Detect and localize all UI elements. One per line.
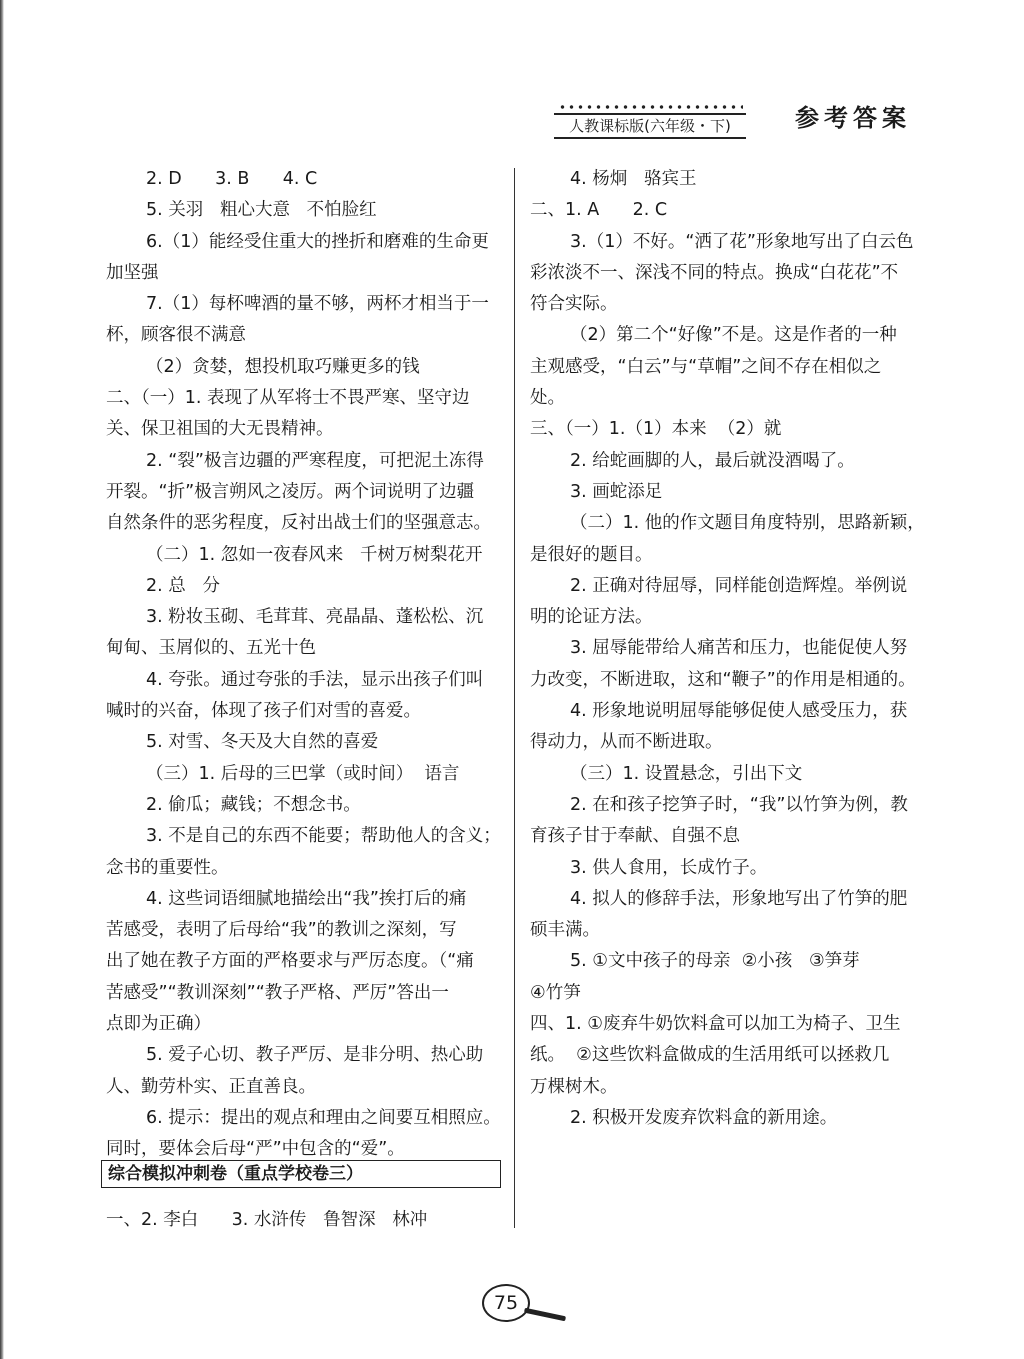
answer-line: 二、（一）1. 表现了从军将士不畏严寒、坚守边 <box>106 388 470 409</box>
answer-line: 4. 夸张。通过夸张的手法，显示出孩子们叫 <box>146 669 484 690</box>
header-dot-rule <box>558 103 743 111</box>
answer-line: （2）贪婪，想投机取巧赚更多的钱 <box>146 356 420 377</box>
answer-line: 同时，要体会后母“严”中包含的“爱”。 <box>106 1139 405 1160</box>
answer-line: 4. 拟人的修辞手法，形象地写出了竹笋的肥 <box>570 888 908 909</box>
answer-line: 万棵树木。 <box>530 1076 618 1097</box>
answer-line: 2. 偷瓜；藏钱；不想念书。 <box>146 794 361 815</box>
left-column <box>106 164 506 1166</box>
answer-line: 四、1. ①废弃牛奶饮料盒可以加工为椅子、卫生 <box>530 1014 901 1035</box>
answer-line: 4. 杨炯 骆宾王 <box>570 169 697 189</box>
answer-line: 2. 积极开发废弃饮料盒的新用途。 <box>570 1107 838 1128</box>
answer-line: 点即为正确） <box>106 1014 211 1035</box>
answer-line: 3. 不是自己的东西不能要；帮助他人的含义； <box>146 826 501 847</box>
answer-line: 得动力，从而不断进取。 <box>530 732 723 753</box>
answer-line: 硕丰满。 <box>530 920 600 941</box>
answer-line: 4. 这些词语细腻地描绘出“我”挨打后的痛 <box>146 888 467 909</box>
answer-line: 苦感受，表明了后母给“我”的教训之深刻，写 <box>106 920 457 941</box>
answer-line: 苦感受”“教训深刻”“教子严格、严厉”答出一 <box>106 982 449 1003</box>
answer-line: 自然条件的恶劣程度，反衬出战士们的坚强意志。 <box>106 513 491 534</box>
section-heading-box: 综合模拟冲刺卷（重点学校卷三） <box>101 1160 501 1188</box>
answer-line: 2. 总 分 <box>146 575 220 596</box>
answer-line: （二）1. 忽如一夜春风来 千树万树梨花开 <box>146 544 483 565</box>
answer-line: 开裂。“折”极言朔风之凌厉。两个词说明了边疆 <box>106 481 475 502</box>
answer-line: 力改变，不断进取，这和“鞭子”的作用是相通的。 <box>530 669 916 690</box>
answer-line: 4. 形象地说明屈辱能够促使人感受压力，获 <box>570 701 908 722</box>
page-header-title: 参考答案 <box>795 104 911 132</box>
answer-line: 主观感受，“白云”与“草帽”之间不存在相似之 <box>530 356 882 377</box>
answer-line: 6.（1）能经受住重大的挫折和磨难的生命更 <box>146 231 489 252</box>
answer-line: 念书的重要性。 <box>106 857 229 878</box>
answer-line: 杯，顾客很不满意 <box>106 325 246 346</box>
answer-line: ④竹笋 <box>530 982 581 1003</box>
answer-line: 纸。 ②这些饮料盒做成的生活用纸可以拯救几 <box>530 1045 890 1066</box>
answer-line: 2. 在和孩子挖笋子时，“我”以竹笋为例，教 <box>570 794 908 815</box>
answer-line: 3. 屈辱能带给人痛苦和压力，也能促使人努 <box>570 638 908 659</box>
answer-line: 5. 对雪、冬天及大自然的喜爱 <box>146 732 379 753</box>
answer-line: 6. 提示：提出的观点和理由之间要互相照应。 <box>146 1107 501 1128</box>
answer-line: （三）1. 后母的三巴掌（或时间） 语言 <box>146 763 460 784</box>
answer-line: 二、1. A 2. C <box>530 200 668 221</box>
answer-line: （2）第二个“好像”不是。这是作者的一种 <box>570 325 897 346</box>
answer-line: 3. 供人食用，长成竹子。 <box>570 857 768 878</box>
answer-line: 是很好的题目。 <box>530 544 653 565</box>
answer-line: 3. 画蛇添足 <box>570 481 663 502</box>
scan-edge <box>0 0 4 1359</box>
answer-line: 5. 关羽 粗心大意 不怕脸红 <box>146 200 377 221</box>
column-divider <box>514 168 515 1228</box>
answer-line: 5. ①文中孩子的母亲 ②小孩 ③笋芽 <box>570 951 860 972</box>
answer-line: （三）1. 设置悬念，引出下文 <box>570 763 803 784</box>
answer-line: 3.（1）不好。“洒了花”形象地写出了白云色 <box>570 231 914 252</box>
answer-line: 彩浓淡不一、深浅不同的特点。换成“白花花”不 <box>530 262 899 283</box>
answer-line: 2. 正确对待屈辱，同样能创造辉煌。举例说 <box>570 575 908 596</box>
answer-line: 2. D 3. B 4. C <box>146 169 318 189</box>
magnifier-icon <box>524 1308 566 1322</box>
answer-line: 3. 粉妆玉砌、毛茸茸、亮晶晶、蓬松松、沉 <box>146 607 484 628</box>
answer-line: 加坚强 <box>106 262 159 283</box>
answer-line: 甸甸、玉屑似的、五光十色 <box>106 638 316 659</box>
answer-line: 喊时的兴奋，体现了孩子们对雪的喜爱。 <box>106 701 421 722</box>
answer-line: 明的论证方法。 <box>530 607 653 628</box>
answer-line: 2. “裂”极言边疆的严寒程度，可把泥土冻得 <box>146 450 484 471</box>
right-column <box>530 164 924 1134</box>
answer-line: 关、保卫祖国的大无畏精神。 <box>106 419 334 440</box>
answer-line: 7.（1）每杯啤酒的量不够，两杯才相当于一 <box>146 294 489 315</box>
answer-line: （二）1. 他的作文题目角度特别，思路新颖， <box>570 513 925 534</box>
answer-line: 2. 给蛇画脚的人，最后就没酒喝了。 <box>570 450 855 471</box>
answer-line: 人、勤劳朴实、正直善良。 <box>106 1076 316 1097</box>
edition-label: 人教课标版(六年级・下) <box>554 113 746 139</box>
answer-line: 符合实际。 <box>530 294 618 315</box>
answer-line: 出了她在教子方面的严格要求与严厉态度。（“痛 <box>106 951 474 972</box>
answer-line: 处。 <box>530 388 565 409</box>
answer-line: 育孩子甘于奉献、自强不息 <box>530 826 740 847</box>
answer-line: 三、（一）1.（1）本来 （2）就 <box>530 419 782 440</box>
answer-line: 一、2. 李白 3. 水浒传 鲁智深 林冲 <box>106 1210 428 1230</box>
page-number: 75 <box>482 1284 530 1322</box>
answer-line: 5. 爱子心切、教子严厉、是非分明、热心助 <box>146 1045 484 1066</box>
